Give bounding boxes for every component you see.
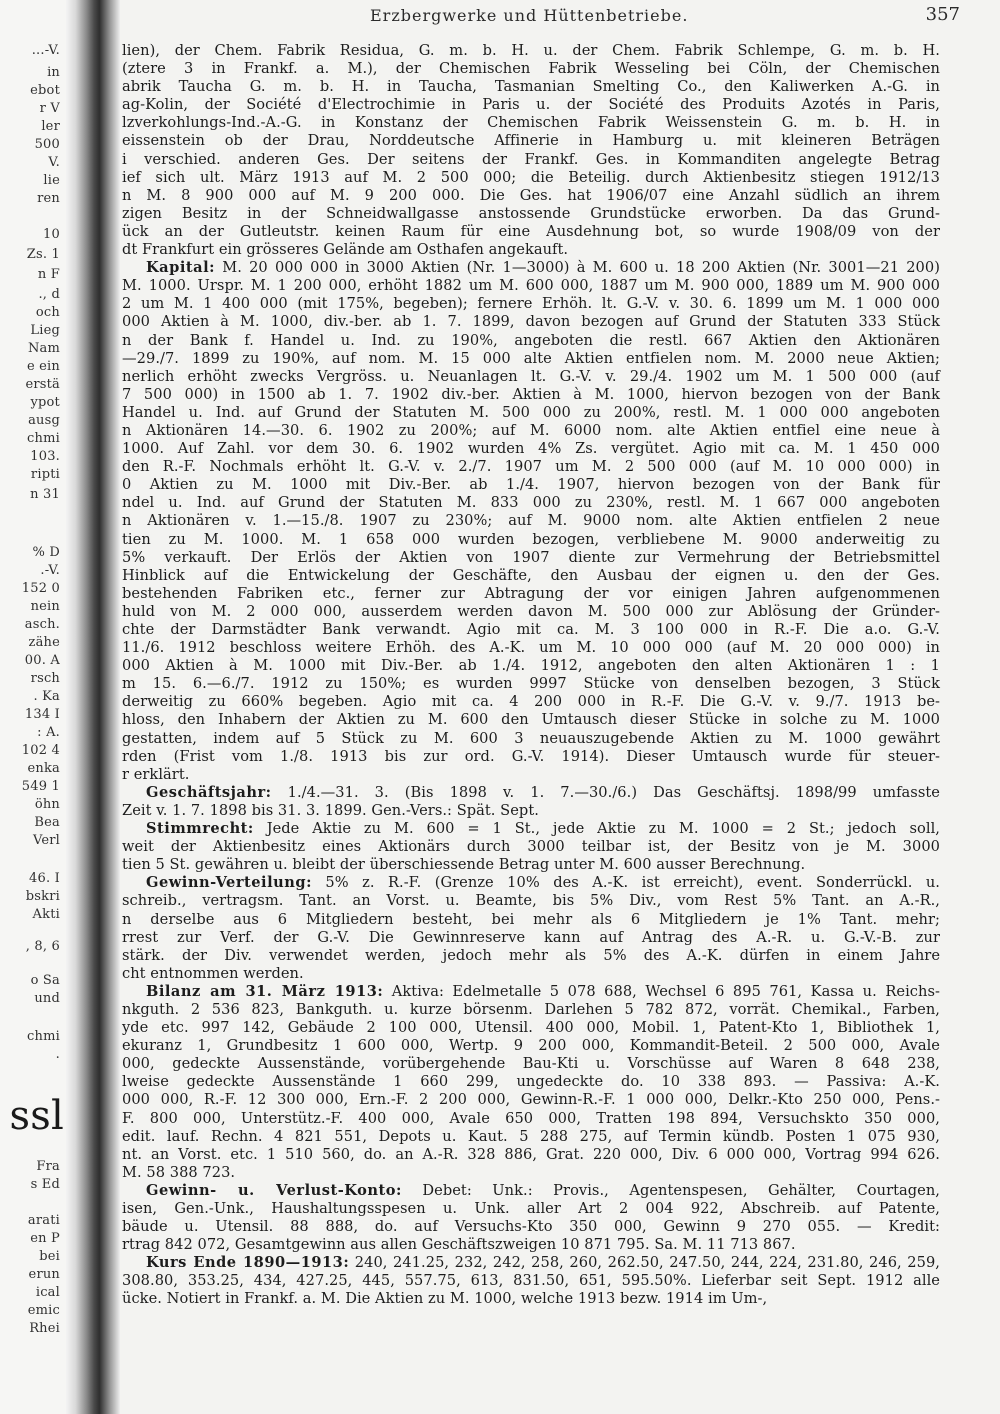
text-line (122, 965, 940, 983)
line-text: lzverkohlungs-Ind.-A.-G. in Konstanz der Chemischen Fabrik Weissenstein G. m. b. H. in (122, 114, 940, 132)
text-line (122, 1110, 940, 1128)
line-text: ücke. Notiert in Frankf. a. M. Die Aktien zu M. 1000, welche 1913 bezw. 1914 im Um-, (122, 1290, 768, 1308)
adjacent-page-fragment (0, 0, 66, 1414)
section-first-line (122, 1254, 940, 1272)
line-text: hloss, den Inhabern der Aktien zu M. 600 den Umtausch dieser Stücke in solche zu M. 1000 (122, 711, 940, 729)
margin-fragment: Lieg (30, 323, 60, 338)
margin-fragment: asch. (24, 617, 60, 632)
section-label: Kapital: (146, 259, 216, 277)
line-text: Debet: Unk.: Provis., Agentenspesen, Gehälter, Courtagen, (422, 1181, 940, 1199)
line-text: huld von M. 2 000 000, ausserdem werden davon M. 500 000 zur Ablösung der Gründer- (122, 602, 940, 620)
margin-fragment: 134 I (24, 707, 60, 722)
margin-fragment: 10 (43, 227, 60, 242)
book-gutter (66, 0, 120, 1414)
text-line (122, 1019, 940, 1037)
margin-fragment: emic (27, 1303, 60, 1318)
line-text: 000 000, R.-F. 12 300 000, Ern.-F. 2 200 000, Gewinn-R.-F. 1 000 000, Delkr.-Kto 250 000, Pens.- (122, 1091, 940, 1109)
text-line (122, 567, 940, 585)
text-line (122, 476, 940, 494)
margin-fragment: och (35, 305, 60, 320)
margin-fragment: 00. A (24, 653, 60, 668)
section-label: Kurs Ende 1890—1913: (146, 1254, 350, 1272)
text-line (122, 151, 940, 169)
section-label: Bilanz am 31. März 1913: (146, 982, 384, 1000)
line-text: 5% z. R.-F. (Grenze 10% des A.-K. ist erreicht), event. Sonderrückl. u. (325, 874, 940, 892)
line-text: rden (Frist vom 1./8. 1913 bis zur ord. G.-V. 1914). Dieser Umtausch wurde für steuer- (122, 747, 940, 765)
text-line (122, 1128, 940, 1146)
margin-fragment: 500 (34, 137, 60, 152)
text-line (122, 404, 940, 422)
line-text: M. 20 000 000 in 3000 Aktien (Nr. 1—3000) à M. 600 u. 18 200 Aktien (Nr. 3001—21 200) (222, 259, 940, 277)
margin-fragment: r V (39, 101, 60, 116)
line-text: isen, Gen.-Unk., Haushaltungsspesen u. Unk. aller Art 2 004 922, Abschreib. auf Patente, (122, 1200, 940, 1217)
text-line (122, 802, 940, 820)
section-first-line (122, 259, 940, 277)
text-line (122, 295, 940, 313)
margin-fragment: rsch (30, 671, 60, 686)
line-text: bestehenden Fabriken etc., ferner zur Abtragung der vor einigen Jahren aufgenommenen (122, 584, 940, 602)
margin-fragment: enka (27, 761, 60, 776)
section-label: Geschäftsjahr: (146, 783, 272, 801)
line-text: 2 um M. 1 400 000 (mit 175%, begeben); fernere Erhöh. lt. G.-V. v. 30. 6. 1899 um M. 1 000 000 (122, 295, 940, 313)
margin-fragment: öhn (34, 797, 60, 812)
line-text: —29./7. 1899 zu 190%, auf nom. M. 15 000 alte Aktien entfielen nom. M. 2000 neue Aktien; (122, 349, 940, 367)
margin-fragment: ren (37, 191, 60, 206)
text-line (122, 458, 940, 476)
line-text: F. 800 000, Unterstütz.-F. 400 000, Avale 650 000, Tratten 198 894, Versuchskto 350 000, (122, 1109, 940, 1127)
margin-fragment: n 31 (30, 487, 60, 502)
line-text: zigen Besitz in der Schneidwallgasse anstossende Grundstücke erworben. Da das Grund- (122, 204, 940, 222)
text-line (122, 187, 940, 205)
line-text: r erklärt. (122, 765, 190, 783)
margin-fragment: lie (43, 173, 60, 188)
section-label: Stimmrecht: (146, 820, 254, 838)
line-text: edit. lauf. Rechn. 4 821 551, Depots u. Kaut. 5 288 275, auf Termin kündb. Posten 1 075 930, (122, 1127, 940, 1145)
text-line (122, 657, 940, 675)
line-text: nerlich erhöht zwecks Vergröss. u. Neuanlagen lt. G.-V. v. 29./4. 1902 um M. 1 500 000 (auf (122, 367, 940, 385)
margin-fragment: Zs. 1 (26, 247, 60, 262)
line-text: derweitig zu 660% begeben. Agio mit ca. 4 200 000 in R.-F. Die G.-V. v. 9./7. 1913 be- (122, 693, 940, 711)
text-line (122, 947, 940, 965)
line-text: nt. an Vorst. etc. 1 510 560, do. an A.-R. 328 886, Grat. 220 000, Div. 6 000 000, Vortrag 994 626. (122, 1145, 940, 1163)
text-line (122, 440, 940, 458)
line-text: chte der Darmstädter Bank verwandt. Agio mit ca. M. 3 100 000 in R.-F. Die a.o. G.-V. (122, 621, 940, 638)
section-first-line (122, 983, 940, 1001)
line-text: 11./6. 1912 beschloss weitere Erhöh. des A.-K. um M. 10 000 000 (auf M. 20 000 000) in (122, 639, 940, 657)
section-label: Gewinn-Verteilung: (146, 874, 312, 892)
margin-fragment: chmi (27, 1029, 60, 1044)
text-line (122, 892, 940, 910)
line-text: ag-Kolin, der Société d'Electrochimie in Paris u. der Société des Produits Azotés in Paris, (122, 96, 940, 114)
text-line (122, 730, 940, 748)
margin-fragment: Fra (36, 1159, 60, 1174)
line-text: eissenstein ob der Drau, Norddeutsche Affinerie in Hamburg u. mit kleineren Beträgen (122, 132, 940, 150)
line-text: ekuranz 1, Grundbesitz 1 600 000, Wertp. 9 200 000, Kommandit-Beteil. 2 500 000, Avale (122, 1037, 940, 1055)
section-first-line (122, 784, 940, 802)
text-line (122, 585, 940, 603)
margin-fragment: ypot (30, 395, 60, 410)
text-line (122, 1200, 940, 1218)
line-text: Handel u. Ind. auf Grund der Statuten M. 500 000 zu 200%, restl. M. 1 000 000 angeboten (122, 403, 940, 421)
line-text: rrest zur Verf. der G.-V. Die Gewinnreserve kann auf Antrag des A.-R. u. G.-V.-B. zur (122, 928, 940, 946)
line-text: M. 58 388 723. (122, 1163, 236, 1181)
margin-fragment: 549 1 (21, 779, 60, 794)
margin-fragment: ., d (38, 287, 60, 302)
text-line (122, 132, 940, 150)
section-first-line (122, 820, 940, 838)
margin-fragment: Verl (32, 833, 60, 848)
margin-fragment: ical (35, 1285, 60, 1300)
text-line (122, 711, 940, 729)
text-line (122, 838, 940, 856)
line-text: 000 Aktien à M. 1000 mit Div.-Ber. ab 1./4. 1912, angeboten den alten Aktionären 1 : 1 (122, 657, 940, 675)
text-line (122, 78, 940, 96)
text-line (122, 621, 940, 639)
line-text: (ztere 3 in Frankf. a. M.), der Chemischen Fabrik Wesseling bei Cöln, der Chemischen (122, 60, 940, 78)
margin-fragment: ausg (28, 413, 60, 428)
text-line (122, 494, 940, 512)
line-text: 0 Aktien zu M. 1000 mit Div.-Ber. ab 1./4. 1907, hiervon bezogen von der Bank für (122, 476, 940, 494)
text-line (122, 675, 940, 693)
margin-fragment: Akti (32, 907, 60, 922)
text-line (122, 368, 940, 386)
margin-fragment: : A. (37, 725, 60, 740)
line-text: ück an der Gutleutstr. keinen Raum für eine Ausdehnung bot, so wurde 1908/09 von der (122, 222, 940, 240)
line-text: ndel u. Ind. auf Grund der Statuten M. 833 000 zu 230%, restl. M. 1 667 000 angeboten (122, 494, 940, 512)
text-line (122, 766, 940, 784)
margin-fragment: Rhei (29, 1321, 60, 1336)
margin-fragment: . (55, 1047, 60, 1062)
line-text: 000 Aktien à M. 1000, div.-ber. ab 1. 7. 1899, davon bezogen auf Grund der Statuten 333 Stück (122, 313, 940, 331)
margin-fragment: 46. I (29, 871, 60, 886)
text-line (122, 1272, 940, 1290)
text-line (122, 603, 940, 621)
text-line (122, 386, 940, 404)
text-line (122, 512, 940, 530)
text-line (122, 1218, 940, 1236)
margin-fragment: bei (39, 1249, 60, 1264)
text-line (122, 1055, 940, 1073)
line-text: n Aktionären 14.—30. 6. 1902 zu 200%; auf M. 6000 nom. alte Aktien entfiel eine neue à (122, 421, 940, 439)
line-text: n der Bank f. Handel u. Ind. zu 190%, angeboten die restl. 667 Aktien den Aktionären (122, 331, 940, 349)
line-text: cht entnommen werden. (122, 964, 304, 982)
margin-fragment: zähe (28, 635, 60, 650)
text-line (122, 241, 940, 259)
margin-fragment: ebot (30, 83, 60, 98)
margin-fragment: in (47, 65, 60, 80)
text-line (122, 1001, 940, 1019)
margin-fragment: 152 0 (21, 581, 60, 596)
text-line (122, 223, 940, 241)
text-line (122, 1164, 940, 1182)
line-text: bäude u. Utensil. 88 888, do. auf Versuchs-Kto 350 000, Gewinn 9 270 055. — Kredit: (122, 1218, 940, 1236)
text-line (122, 205, 940, 223)
margin-fragment: Bea (34, 815, 60, 830)
line-text: nkguth. 2 536 823, Bankguth. u. kurze börsenm. Darlehen 5 782 872, vorrät. Chemikal., Farben, (122, 1000, 940, 1018)
section-first-line (122, 1182, 940, 1200)
text-line (122, 1146, 940, 1164)
page-header (120, 6, 960, 34)
text-line (122, 531, 940, 549)
text-line (122, 277, 940, 295)
margin-fragment: .-V. (40, 563, 60, 578)
line-text: gestatten, indem auf 5 Stück zu M. 600 3 neuauszugebende Aktien zu M. 1000 gewährt (122, 729, 940, 747)
page-body (122, 42, 940, 1309)
text-line (122, 1290, 940, 1308)
text-line (122, 911, 940, 929)
text-line (122, 60, 940, 78)
line-text: dt Frankfurt ein grösseres Gelände am Osthafen angekauft. (122, 241, 569, 259)
line-text: n derselbe aus 6 Mitgliedern besteht, bei mehr als 6 Mitgliedern je 1% Tant. mehr; (122, 910, 940, 928)
line-text: n M. 8 900 000 auf M. 9 200 000. Die Ges. hat 1906/07 eine Anzahl südlich an ihrem (122, 186, 940, 204)
text-line (122, 42, 940, 60)
line-text: 1./4.—31. 3. (Bis 1898 v. 1. 7.—30./6.) Das Geschäftsj. 1898/99 umfasste (287, 783, 940, 801)
margin-fragment: erstä (25, 377, 60, 392)
margin-fragment: ...-V. (31, 43, 60, 58)
line-text: m 15. 6.—6./7. 1912 zu 150%; es wurden 9997 Stücke von denselben bezogen, 3 Stück (122, 675, 940, 693)
line-text: Hinblick auf die Entwickelung der Geschäfte, den Ausbau der eignen u. den der Ges. (122, 566, 940, 584)
line-text: 7 500 000) in 1500 ab 1. 7. 1902 div.-ber. Aktien à M. 1000, hiervon bezogen von der Bank (122, 385, 940, 403)
text-line (122, 1037, 940, 1055)
margin-fragment: ripti (30, 467, 60, 482)
line-text: Zeit v. 1. 7. 1898 bis 31. 3. 1899. Gen.-Vers.: Spät. Sept. (122, 801, 539, 819)
margin-fragment: chmi (27, 431, 60, 446)
margin-fragment: . Ka (33, 689, 60, 704)
line-text: 5% verkauft. Der Erlös der Aktien von 1907 diente zur Vermehrung der Betriebsmittel (122, 548, 940, 566)
line-text: lien), der Chem. Fabrik Residua, G. m. b. H. u. der Chem. Fabrik Schlempe, G. m. b. H. (122, 42, 940, 59)
line-text: tien 5 St. gewähren u. bleibt der überschiessende Betrag unter M. 600 ausser Berechnung. (122, 856, 806, 874)
text-line (122, 639, 940, 657)
margin-fragment: , 8, 6 (25, 939, 60, 954)
margin-fragment: % D (32, 545, 60, 560)
text-line (122, 856, 940, 874)
margin-fragment: nein (30, 599, 60, 614)
margin-fragment: ssl (9, 1093, 64, 1139)
line-text: schreib., vertragsm. Tant. an Vorst. u. Beamte, bis 5% Div., vom Rest 5% Tant. an A.-R., (122, 892, 940, 910)
section-first-line (122, 874, 940, 892)
line-text: abrik Taucha G. m. b. H. in Taucha, Tasmanian Smelting Co., den Kaliwerken A.-G. in (122, 78, 940, 96)
margin-fragment: e ein (26, 359, 60, 374)
line-text: 000, gedeckte Aussenstände, vorübergehende Bau-Kti u. Vorschüsse auf Waren 8 648 238, (122, 1055, 940, 1073)
text-line (122, 169, 940, 187)
text-line (122, 693, 940, 711)
line-text: weit der Aktienbesitz eines Aktionärs durch 3000 teilbar ist, der Besitz von je M. 3000 (122, 838, 940, 856)
text-line (122, 332, 940, 350)
text-line (122, 1236, 940, 1254)
line-text: ief sich ult. März 1913 auf M. 2 500 000; die Beteilig. durch Aktienbesitz stiegen 1912/13 (122, 168, 940, 186)
margin-fragment: bskri (25, 889, 60, 904)
margin-fragment: 102 4 (21, 743, 60, 758)
line-text: 240, 241.25, 232, 242, 258, 260, 262.50, 247.50, 244, 224, 231.80, 246, 259, (354, 1254, 940, 1272)
text-line (122, 929, 940, 947)
running-head: Erzbergwerke und Hüttenbetriebe. (370, 6, 689, 25)
text-line (122, 114, 940, 132)
margin-fragment: V. (48, 155, 60, 170)
line-text: stärk. der Div. verwendet werden, jedoch mehr als 5% des A.-K. dürfen in einem Jahre (122, 946, 940, 964)
text-line (122, 1073, 940, 1091)
line-text: den R.-F. Nochmals erhöht lt. G.-V. v. 2./7. 1907 um M. 2 500 000 (auf M. 10 000 000) in (122, 458, 940, 476)
text-line (122, 422, 940, 440)
line-text: Aktiva: Edelmetalle 5 078 688, Wechsel 6 895 761, Kassa u. Reichs- (391, 982, 940, 1000)
line-text: Jede Aktie zu M. 600 = 1 St., jede Aktie zu M. 1000 = 2 St.; jedoch soll, (266, 820, 940, 838)
line-text: 308.80, 353.25, 434, 427.25, 445, 557.75, 613, 831.50, 651, 595.50%. Lieferbar seit Sept. 1912 alle (122, 1272, 940, 1290)
margin-fragment: 103. (30, 449, 60, 464)
margin-fragment: erun (28, 1267, 60, 1282)
text-line (122, 96, 940, 114)
text-line (122, 748, 940, 766)
text-line (122, 1091, 940, 1109)
margin-fragment: o Sa (30, 973, 60, 988)
line-text: tien zu M. 1000. M. 1 658 000 wurden bezogen, verbliebene M. 9000 anderweitig zu (122, 530, 940, 548)
line-text: n Aktionären v. 1.—15./8. 1907 zu 230%; auf M. 9000 nom. alte Aktien entfielen 2 neue (122, 512, 940, 530)
section-label: Gewinn- u. Verlust-Konto: (146, 1181, 402, 1199)
margin-fragment: ler (41, 119, 60, 134)
line-text: i verschied. anderen Ges. Der seitens der Frankf. Ges. in Kommanditen angelegte Betrag (122, 150, 940, 168)
line-text: rtrag 842 072, Gesamtgewinn aus allen Geschäftszweigen 10 871 795. Sa. M. 11 713 867. (122, 1236, 796, 1254)
text-line (122, 549, 940, 567)
margin-fragment: en P (30, 1231, 60, 1246)
text-line (122, 313, 940, 331)
margin-fragment: arati (27, 1213, 60, 1228)
margin-fragment: und (34, 991, 60, 1006)
line-text: M. 1000. Urspr. M. 1 200 000, erhöht 1882 um M. 600 000, 1887 um M. 900 000, 1889 um M. 900 000 (122, 277, 940, 295)
margin-fragment: n F (37, 267, 60, 282)
margin-fragment: Nam (27, 341, 60, 356)
page-number: 357 (925, 4, 960, 25)
line-text: lweise gedeckte Aussenstände 1 660 299, ungedeckte do. 10 338 893. — Passiva: A.-K. (122, 1073, 940, 1091)
text-line (122, 350, 940, 368)
margin-fragment: s Ed (30, 1177, 60, 1192)
line-text: 1000. Auf Zahl. vor dem 30. 6. 1902 wurden 4% Zs. vergütet. Agio mit ca. M. 1 450 000 (122, 440, 940, 458)
line-text: yde etc. 997 142, Gebäude 2 100 000, Utensil. 400 000, Mobil. 1, Patent-Kto 1, Bibliothek 1, (122, 1019, 940, 1037)
